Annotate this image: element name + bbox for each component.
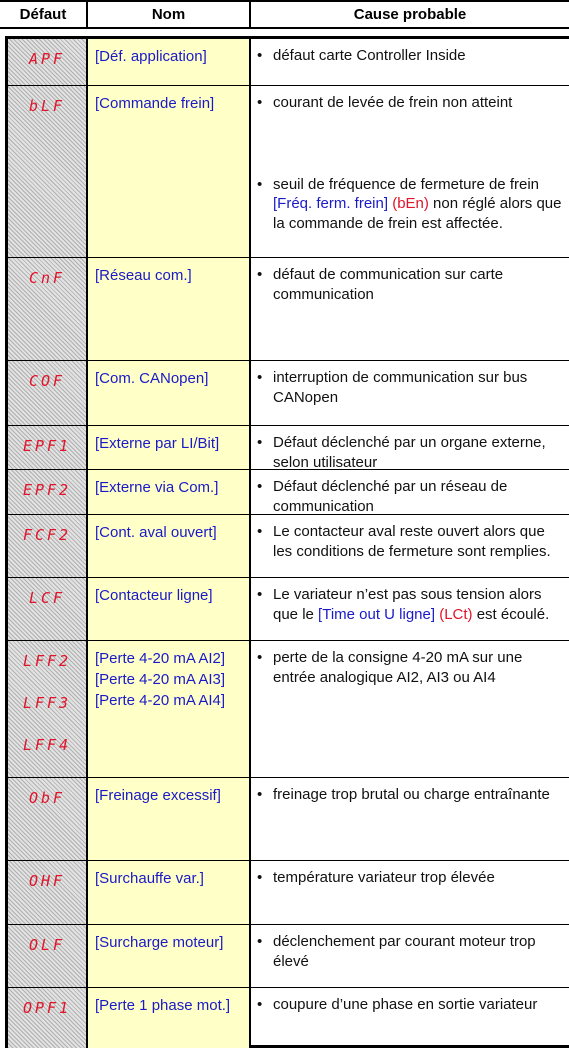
bullet-icon: •	[257, 369, 263, 386]
bullet-icon: •	[257, 434, 263, 451]
bullet-icon: •	[257, 586, 263, 603]
cause-bullet-item	[257, 477, 563, 516]
header-nom: Nom	[88, 2, 251, 27]
fault-code: COF	[28, 372, 66, 390]
fault-code-cell	[8, 641, 88, 777]
table-row	[8, 988, 569, 1048]
fault-name[interactable]: [Freinage excessif]	[95, 787, 221, 804]
fault-name[interactable]: [Perte 4-20 mA AI3]	[95, 671, 226, 688]
fault-code-cell	[8, 988, 88, 1048]
fault-code: CnF	[28, 269, 66, 287]
cause-bullet-item	[257, 46, 563, 66]
bullet-icon: •	[257, 266, 263, 283]
parameter-link[interactable]: [Time out U ligne]	[318, 605, 436, 623]
cause-bullet-item	[257, 433, 563, 472]
cause-cell	[251, 641, 569, 777]
cause-text-part: Le variateur n’est pas sous tension alors que le	[273, 586, 542, 623]
cause-cell	[251, 988, 569, 1048]
fault-name-cell	[88, 470, 251, 514]
table-row	[8, 925, 569, 988]
fault-name[interactable]: [Perte 1 phase mot.]	[95, 997, 231, 1014]
cause-cell	[251, 361, 569, 425]
cause-bullet-item	[257, 868, 563, 888]
header-defaut: Défaut	[0, 2, 88, 27]
cause-text-part: seuil de fréquence de fermeture de frein	[273, 175, 539, 193]
cause-bullet-item	[257, 93, 563, 113]
fault-name-cell	[88, 988, 251, 1048]
fault-code-cell	[8, 86, 88, 257]
table-row	[8, 778, 569, 861]
fault-code-cell	[8, 426, 88, 469]
fault-name[interactable]: [Perte 4-20 mA AI2]	[95, 650, 226, 667]
cause-text: défaut de communication sur carte communication	[273, 266, 504, 303]
cause-cell	[251, 925, 569, 987]
parameter-code: (bEn)	[388, 195, 429, 212]
cause-bullet-item	[257, 648, 563, 687]
fault-name[interactable]: [Com. CANopen]	[95, 370, 209, 387]
fault-code-cell	[8, 925, 88, 987]
cause-text: perte de la consigne 4-20 mA sur une entrée analogique AI2, AI3 ou AI4	[273, 649, 523, 686]
bullet-icon: •	[257, 869, 263, 886]
fault-code-cell	[8, 515, 88, 577]
cause-text	[273, 585, 563, 624]
fault-code-cell	[8, 258, 88, 360]
fault-name-cell	[88, 426, 251, 469]
cause-cell	[251, 515, 569, 577]
table-row	[8, 578, 569, 641]
fault-code: APF	[28, 50, 66, 68]
fault-name-cell	[88, 515, 251, 577]
bullet-icon: •	[257, 523, 263, 540]
cause-text: défaut carte Controller Inside	[273, 47, 466, 64]
fault-code: LCF	[28, 589, 66, 607]
table-row	[8, 426, 569, 470]
fault-code: LFF3	[22, 694, 72, 712]
table-row	[8, 258, 569, 361]
fault-name-cell	[88, 39, 251, 85]
cause-text: Défaut déclenché par un organe externe, selon utilisateur	[273, 434, 546, 471]
table-row	[8, 641, 569, 778]
fault-name-cell	[88, 925, 251, 987]
cause-cell	[251, 426, 569, 469]
fault-name[interactable]: [Commande frein]	[95, 95, 215, 112]
fault-code: LFF4	[22, 736, 72, 754]
fault-name[interactable]: [Externe via Com.]	[95, 479, 219, 496]
fault-code: OHF	[28, 872, 66, 890]
bullet-icon: •	[257, 478, 263, 495]
fault-code: LFF2	[22, 652, 72, 670]
cause-text: déclenchement par courant moteur trop élevé	[273, 933, 536, 970]
fault-name[interactable]: [Externe par LI/Bit]	[95, 435, 220, 452]
fault-name-cell	[88, 86, 251, 257]
fault-code-cell	[8, 361, 88, 425]
fault-code: bLF	[28, 97, 66, 115]
bullet-icon: •	[257, 649, 263, 666]
fault-code: EPF1	[22, 437, 72, 455]
cause-cell	[251, 86, 569, 257]
cause-bullet-item	[257, 932, 563, 971]
fault-code-cell	[8, 470, 88, 514]
fault-name[interactable]: [Perte 4-20 mA AI4]	[95, 692, 226, 709]
table-row	[8, 39, 569, 86]
cause-cell	[251, 39, 569, 85]
fault-name[interactable]: [Cont. aval ouvert]	[95, 524, 217, 541]
table-row	[8, 470, 569, 515]
parameter-link[interactable]: [Fréq. ferm. frein]	[273, 195, 389, 212]
table-row	[8, 86, 569, 258]
cause-text-part: est écoulé.	[472, 605, 550, 623]
cause-cell	[251, 778, 569, 860]
fault-name-cell	[88, 861, 251, 924]
table-row	[8, 515, 569, 578]
cause-bullet-item	[257, 175, 563, 234]
cause-bullet-item	[257, 265, 563, 304]
cause-bullet-item	[257, 995, 563, 1015]
cause-text: Le contacteur aval reste ouvert alors que les conditions de fermeture sont remplies.	[273, 523, 551, 560]
fault-code: OPF1	[22, 999, 72, 1017]
cause-text: température variateur trop élevée	[273, 869, 495, 886]
header-cause: Cause probable	[353, 6, 467, 23]
fault-code-cell	[8, 778, 88, 860]
fault-name-cell	[88, 361, 251, 425]
fault-code: OLF	[28, 936, 66, 954]
cause-text-part: non réglé alors que la commande de frein est affectée.	[273, 195, 562, 232]
parameter-code: (LCt)	[435, 605, 473, 623]
bullet-icon: •	[257, 94, 263, 111]
cause-text: coupure d’une phase en sortie variateur	[273, 996, 538, 1013]
fault-name[interactable]: [Surchauffe var.]	[95, 870, 204, 887]
cause-bullet-item	[257, 585, 563, 624]
fault-name[interactable]: [Contacteur ligne]	[95, 587, 213, 604]
fault-name-cell	[88, 778, 251, 860]
cause-bullet-item	[257, 522, 563, 561]
cause-text: Défaut déclenché par un réseau de communication	[273, 478, 508, 515]
bullet-icon: •	[257, 175, 263, 193]
table-header	[0, 0, 569, 29]
bullet-icon: •	[257, 786, 263, 803]
cause-text: interruption de communication sur bus CANopen	[273, 369, 528, 406]
fault-name[interactable]: [Déf. application]	[95, 48, 207, 65]
cause-cell	[251, 861, 569, 924]
fault-name-cell	[88, 258, 251, 360]
bullet-icon: •	[257, 996, 263, 1013]
fault-table	[5, 36, 569, 1048]
cause-cell	[251, 470, 569, 514]
bullet-icon: •	[257, 933, 263, 950]
fault-code-cell	[8, 39, 88, 85]
cause-bullet-item	[257, 368, 563, 407]
fault-code-cell	[8, 578, 88, 640]
cause-text: freinage trop brutal ou charge entraînante	[273, 786, 550, 803]
cause-cell	[251, 578, 569, 640]
fault-name[interactable]: [Réseau com.]	[95, 267, 192, 284]
cause-text	[273, 175, 563, 234]
cause-bullet-item	[257, 785, 563, 805]
table-row	[8, 361, 569, 426]
fault-code: ObF	[28, 789, 66, 807]
cause-cell	[251, 258, 569, 360]
fault-code: EPF2	[22, 481, 72, 499]
fault-name-cell	[88, 578, 251, 640]
table-row	[8, 861, 569, 925]
fault-code: FCF2	[22, 526, 72, 544]
fault-code-cell	[8, 861, 88, 924]
fault-name[interactable]: [Surcharge moteur]	[95, 934, 224, 951]
bullet-icon: •	[257, 47, 263, 64]
fault-name-cell	[88, 641, 251, 777]
cause-text: courant de levée de frein non atteint	[273, 94, 513, 111]
